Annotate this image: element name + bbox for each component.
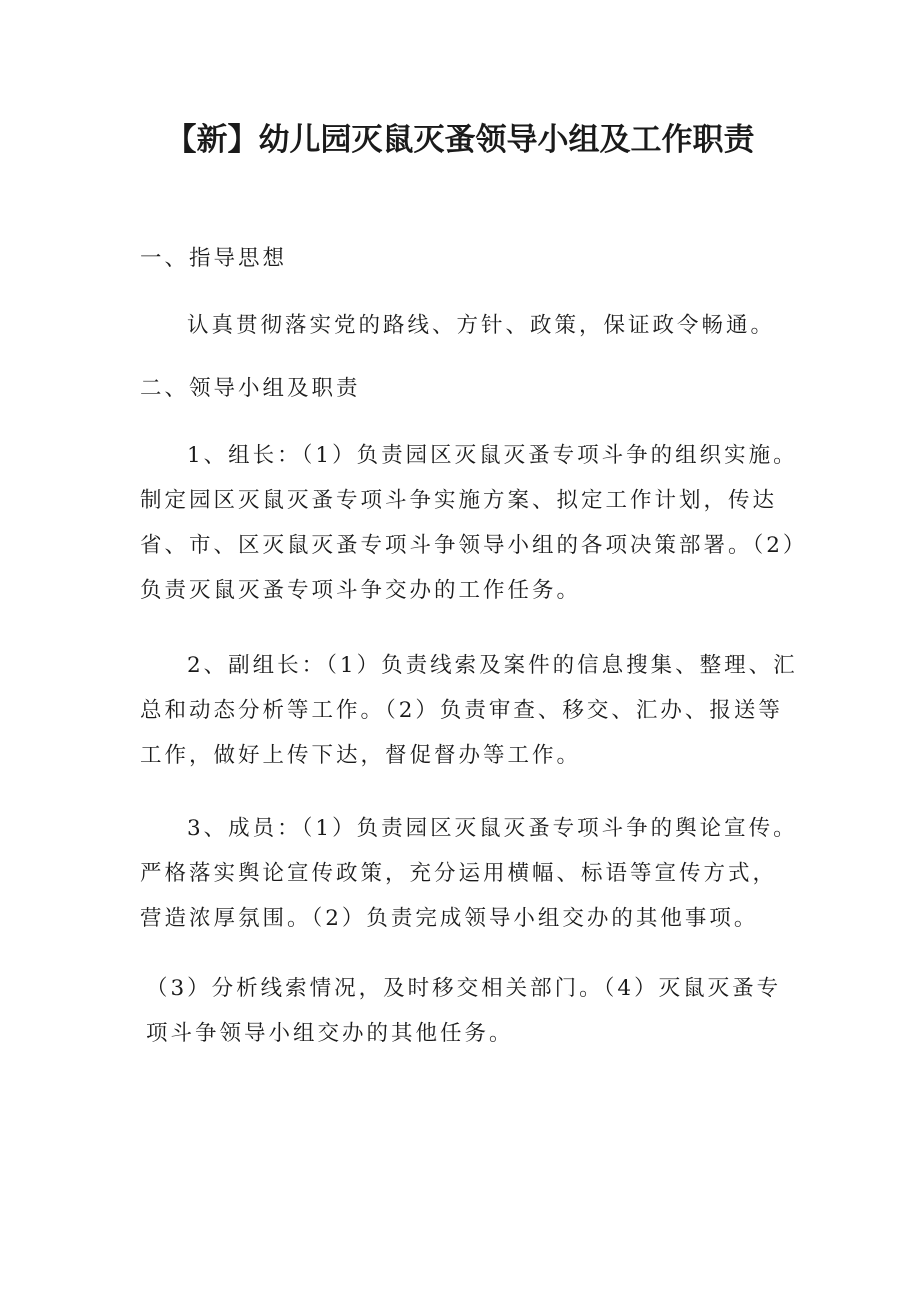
- guiding-ideology-text: 认真贯彻落实党的路线、方针、政策，保证政令畅通。: [187, 313, 776, 338]
- document-title: 【新】幼儿园灭鼠灭蚤领导小组及工作职责: [165, 122, 755, 158]
- paragraph-deputy-leader: 2、副组长：（1）负责线索及案件的信息搜集、整理、汇总和动态分析等工作。（2）负责审查、移交、汇办、报送等工作，做好上传下达，督促督办等工作。: [140, 653, 798, 768]
- section-heading-leading-group: 二、领导小组及职责: [140, 376, 361, 401]
- paragraph-group-leader: 1、组长：（1）负责园区灭鼠灭蚤专项斗争的组织实施。制定园区灭鼠灭蚤专项斗争实施方案、拟定工作计划，传达省、市、区灭鼠灭蚤专项斗争领导小组的各项决策部署。（2）负责灭鼠灭蚤专项斗争交办的工作任务。: [140, 443, 798, 603]
- section-heading-guiding-ideology: 一、指导思想: [140, 246, 288, 271]
- paragraph-additional-duties: （3）分析线索情况，及时移交相关部门。（4）灭鼠灭蚤专项斗争领导小组交办的其他任务。: [146, 976, 782, 1046]
- paragraph-members: 3、成员：（1）负责园区灭鼠灭蚤专项斗争的舆论宣传。严格落实舆论宣传政策，充分运用横幅、标语等宣传方式，营造浓厚氛围。（2）负责完成领导小组交办的其他事项。: [140, 816, 798, 931]
